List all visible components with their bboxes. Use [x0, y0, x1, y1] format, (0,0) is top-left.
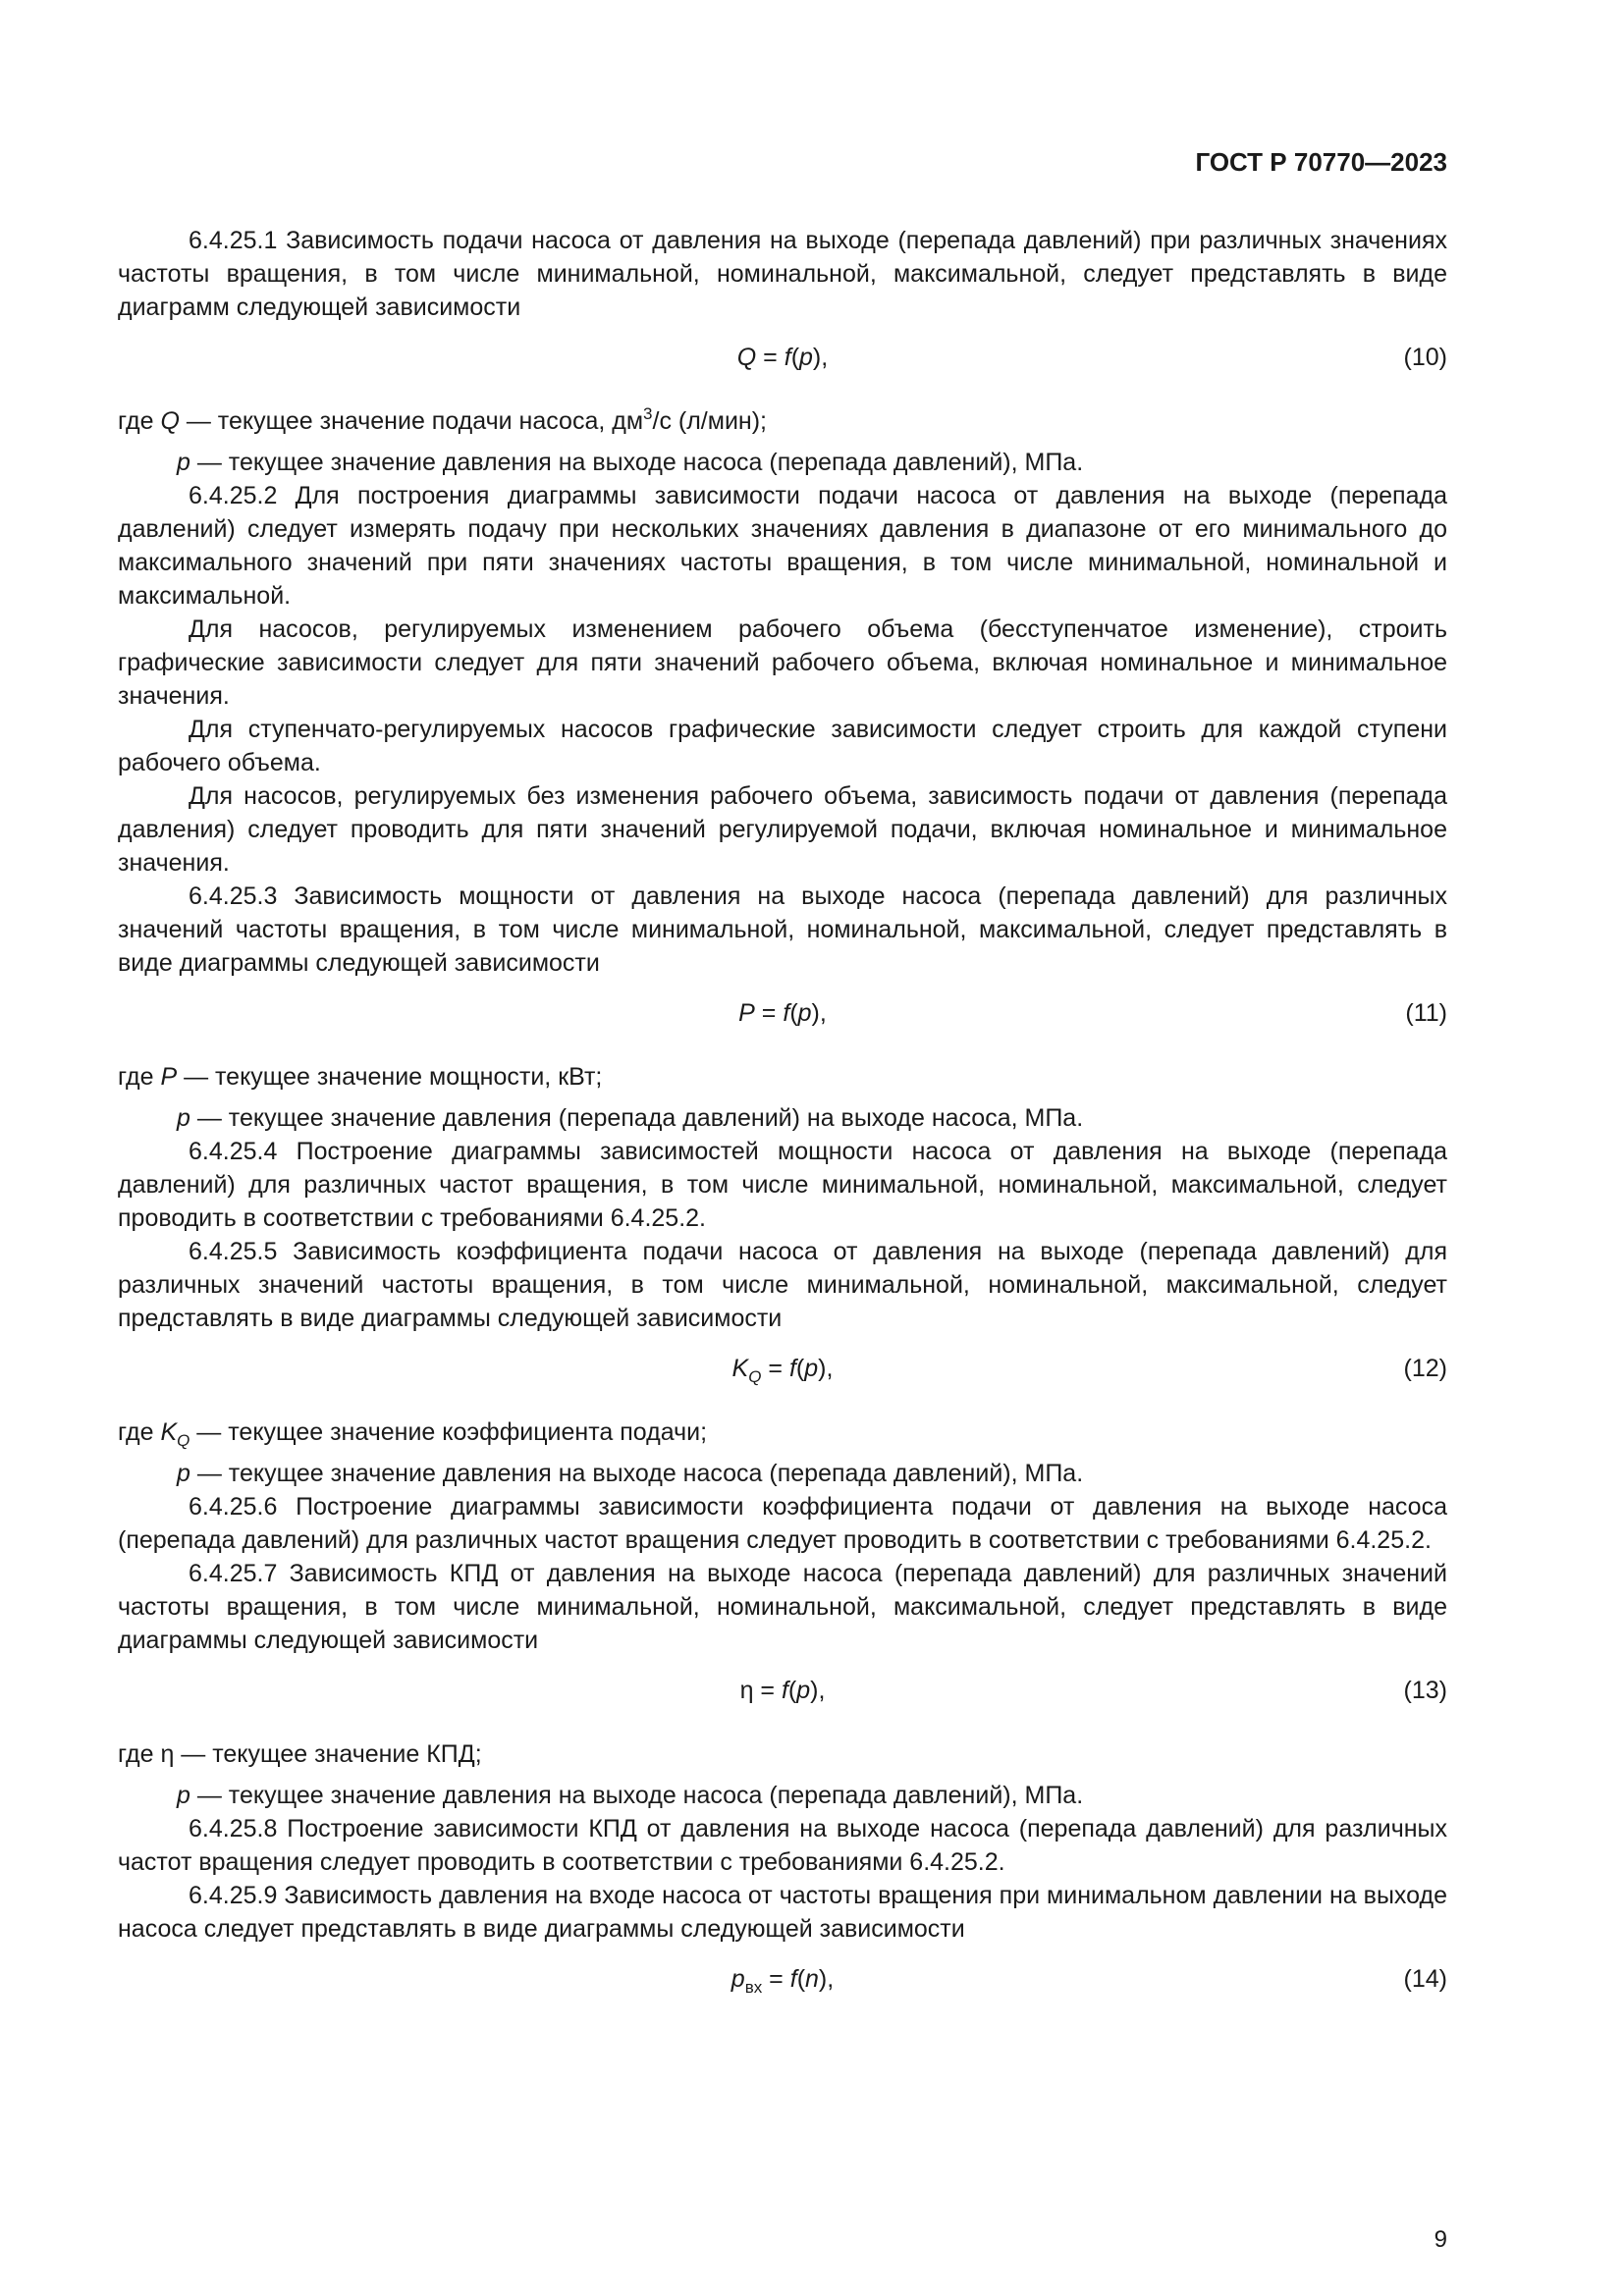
paragraph-6-4-25-1: 6.4.25.1 Зависимость подачи насоса от давления на выходе (перепада давлений) при различных значениях частоты вращения, в том числе минимальной, номинальной, максимальной, следует представлять в виде диаграмм следующей зависимости	[118, 227, 1447, 321]
paragraph: Для ступенчато-регулируемых насосов графические зависимости следует строить для каждой ступени рабочего объема.	[118, 716, 1447, 776]
formula-expression: P = f(p),	[738, 999, 827, 1027]
formula-11	[118, 980, 1447, 1046]
formula-number: (11)	[1405, 999, 1447, 1027]
where-clause-item: p — текущее значение давления на выходе насоса (перепада давлений), МПа.	[177, 1460, 1084, 1487]
formula-expression: $p_{вх} = f(n)$,	[731, 1965, 835, 1997]
formula-12	[118, 1335, 1447, 1402]
paragraph-6-4-25-2: 6.4.25.2 Для построения диаграммы зависимости подачи насоса от давления на выходе (перепада давлений) следует измерять подачу при нескольких значениях давления в диапазоне от его минимального до максимального значений при пяти значениях частоты вращения, в том числе минимальной, номинальной и максимальной.	[118, 482, 1447, 610]
where-clause-item: p — текущее значение давления на выходе насоса (перепада давлений), МПа.	[177, 449, 1084, 476]
where-clause: где Q — текущее значение подачи насоса, $дм^3/с$ (л/мин);	[118, 404, 767, 435]
paragraph-6-4-25-7: 6.4.25.7 Зависимость КПД от давления на выходе насоса (перепада давлений) для различных значений частоты вращения, в том числе минимальной, номинальной, максимальной, следует представлять в виде диаграммы следующей зависимости	[118, 1560, 1447, 1654]
paragraph-6-4-25-9: 6.4.25.9 Зависимость давления на входе насоса от частоты вращения при минимальном давлении на выходе насоса следует представлять в виде диаграммы следующей зависимости	[118, 1882, 1447, 1943]
formula-14	[118, 1946, 1447, 2012]
formula-expression: $K_Q = f(p)$,	[731, 1355, 834, 1386]
formula-13	[118, 1657, 1447, 1724]
paragraph-6-4-25-8: 6.4.25.8 Построение зависимости КПД от давления на выходе насоса (перепада давлений) для различных частот вращения следует проводить в соответствии с требованиями 6.4.25.2.	[118, 1815, 1447, 1876]
formula-number: (12)	[1403, 1355, 1447, 1382]
paragraph-6-4-25-5: 6.4.25.5 Зависимость коэффициента подачи насоса от давления на выходе (перепада давлений) для различных значений частоты вращения, в том числе минимальной, номинальной, максимальной, следует представлять в виде диаграммы следующей зависимости	[118, 1238, 1447, 1332]
formula-10	[118, 324, 1447, 391]
paragraph: Для насосов, регулируемых изменением рабочего объема (бесступенчатое изменение), строить графические зависимости следует для пяти значений рабочего объема, включая номинальное и минимальное значения.	[118, 615, 1447, 710]
formula-expression: Q = f(p),	[736, 344, 829, 371]
paragraph-6-4-25-6: 6.4.25.6 Построение диаграммы зависимости коэффициента подачи от давления на выходе насоса (перепада давлений) для различных частот вращения следует проводить в соответствии с требованиями 6.4.25.2.	[118, 1493, 1447, 1554]
page-number: 9	[1434, 2226, 1447, 2253]
formula-expression: η = f(p),	[739, 1677, 826, 1704]
paragraph-6-4-25-3: 6.4.25.3 Зависимость мощности от давления на выходе насоса (перепада давлений) для различных значений частоты вращения, в том числе минимальной, номинальной, максимальной, следует представлять в виде диаграммы следующей зависимости	[118, 882, 1447, 977]
formula-number: (14)	[1403, 1965, 1447, 1993]
paragraph: Для насосов, регулируемых без изменения рабочего объема, зависимость подачи от давления (перепада давления) следует проводить для пяти значений регулируемой подачи, включая номинальное и минимальное значения.	[118, 782, 1447, 877]
where-clause-item: p — текущее значение давления на выходе насоса (перепада давлений), МПа.	[177, 1782, 1084, 1809]
formula-number: (10)	[1403, 344, 1447, 371]
where-clause: где $K_Q$ — текущее значение коэффициента подачи;	[118, 1418, 708, 1450]
paragraph-6-4-25-4: 6.4.25.4 Построение диаграммы зависимостей мощности насоса от давления на выходе (перепада давлений) для различных частот вращения, в том числе минимальной, номинальной, максимальной, следует проводить в соответствии с требованиями 6.4.25.2.	[118, 1138, 1447, 1232]
formula-number: (13)	[1403, 1677, 1447, 1704]
document-body	[118, 224, 1447, 2012]
where-clause: где P — текущее значение мощности, кВт;	[118, 1063, 603, 1091]
where-clause: где η — текущее значение КПД;	[118, 1740, 482, 1768]
where-clause-item: p — текущее значение давления (перепада давлений) на выходе насоса, МПа.	[177, 1104, 1084, 1132]
standard-designation: ГОСТ Р 70770—2023	[1195, 147, 1447, 177]
